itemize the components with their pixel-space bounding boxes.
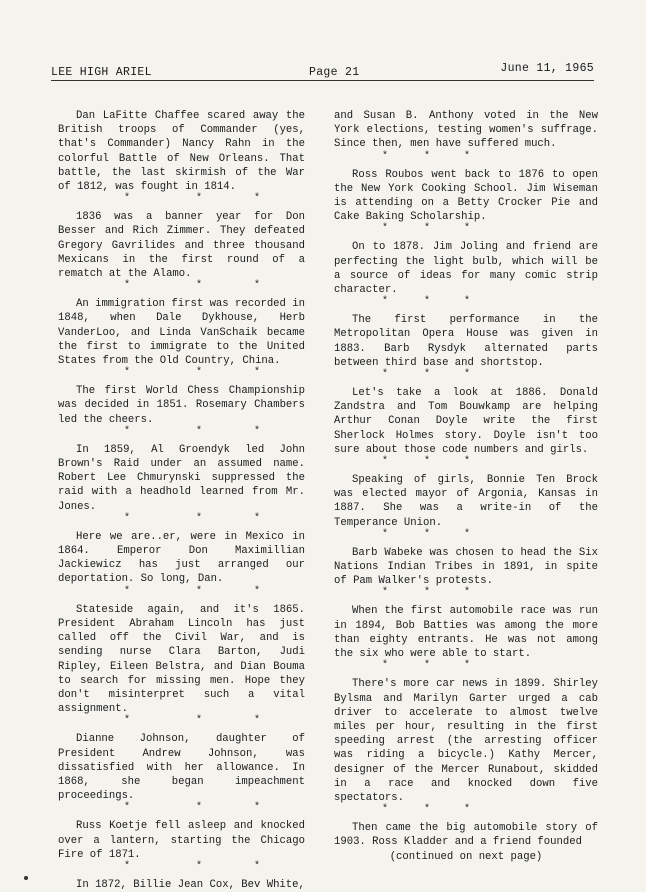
- article-paragraph: In 1859, Al Groendyk led John Brown's Raid under an assumed name. Robert Lee Chmurynski suppressed the raid with a headhold learned from Mr. Jones.: [58, 443, 305, 513]
- article-paragraph: and Susan B. Anthony voted in the New York elections, testing women's suffrage. Since then, men have suffered much.: [334, 110, 598, 151]
- separator-stars: * * *: [382, 660, 471, 672]
- article-paragraph: On to 1878. Jim Joling and friend are perfecting the light bulb, which will be a source of ideas for many comic strip character.: [334, 241, 598, 297]
- article-paragraph: Here we are..er, were in Mexico in 1864. Emperor Don Maximillian Jackiewicz has just arranged our deportation. So long, Dan.: [58, 530, 305, 586]
- separator-stars: * * *: [124, 280, 261, 292]
- separator-stars: * * *: [124, 425, 261, 437]
- article-paragraph: Then came the big automobile story of 1903. Ross Kladder and a friend founded: [334, 822, 598, 849]
- right-column: [334, 109, 598, 864]
- article-paragraph: Stateside again, and it's 1865. President Abraham Lincoln has just called off the Civil War, and is sending nurse Clara Barton, Judi Ripley, Eileen Belstra, and Dian Bouma to search for missing men. Hope they don't misinterpret such a vital assignment.: [58, 603, 305, 716]
- page-number: Page 21: [309, 66, 360, 79]
- article-paragraph: When the first automobile race was run in 1894, Bob Batties was among the more than eighty entrants. He was not among the six who were able to start.: [334, 605, 598, 661]
- separator-stars: * * *: [124, 193, 261, 205]
- separator-stars: * * *: [124, 367, 261, 379]
- scan-speck: [24, 876, 28, 880]
- article-paragraph: Let's take a look at 1886. Donald Zandstra and Tom Bouwkamp are helping Arthur Conan Doyle write the first Sherlock Holmes story. Doyle isn't too sure about those code numbers and girls.: [334, 387, 598, 456]
- publication-name: LEE HIGH ARIEL: [51, 66, 152, 79]
- page-header: [51, 62, 594, 80]
- article-paragraph: The first performance in the Metropolitan Opera House was given in 1883. Barb Rysdyk alternated parts between third base and shortstop.: [334, 314, 598, 369]
- separator-stars: * * *: [382, 528, 471, 540]
- separator-stars: * * *: [124, 802, 261, 814]
- separator-stars: * * *: [382, 150, 471, 162]
- article-paragraph: In 1872, Billie Jean Cox, Bev White,: [76, 878, 305, 891]
- continued-note: (continued on next page): [389, 850, 543, 863]
- left-column: [58, 109, 305, 892]
- article-paragraph: Russ Koetje fell asleep and knocked over a lantern, starting the Chicago Fire of 1871.: [58, 820, 305, 861]
- article-paragraph: Speaking of girls, Bonnie Ten Brock was elected mayor of Argonia, Kansas in 1887. She was a write-in of the Temperance Union.: [334, 474, 598, 529]
- separator-stars: * * *: [124, 512, 261, 524]
- separator-stars: * * *: [382, 296, 471, 308]
- separator-stars: * * *: [124, 585, 261, 597]
- separator-stars: * * *: [382, 587, 471, 599]
- article-paragraph: Barb Wabeke was chosen to head the Six Nations Indian Tribes in 1891, in spite of Pam Walker's protests.: [334, 546, 598, 588]
- separator-stars: * * *: [382, 369, 471, 381]
- separator-stars: * * *: [382, 804, 471, 816]
- separator-stars: * * *: [124, 715, 261, 727]
- article-paragraph: The first World Chess Championship was decided in 1851. Rosemary Chambers led the cheers.: [58, 385, 305, 426]
- article-paragraph: There's more car news in 1899. Shirley Bylsma and Marilyn Garter urged a cab driver to accelerate to almost twelve miles per hour, resulting in the first speeding arrest (the arresting officer was riding a bicycle.) Kathy Mercer, designer of the Mercer Runabout, skidded in a race and knocked down five spectators.: [334, 678, 598, 804]
- article-paragraph: Dan LaFitte Chaffee scared away the British troops of Commander (yes, that's Commander) Nancy Rahn in the colorful Battle of New Orleans. That battle, the last skirmish of the War of 1812, was fought in 1814.: [58, 110, 305, 194]
- article-paragraph: Dianne Johnson, daughter of President Andrew Johnson, was dissatisfied with her allowance. In 1868, she began impeachment proceedings.: [58, 733, 305, 803]
- separator-stars: * * *: [382, 456, 471, 468]
- issue-date: June 11, 1965: [500, 62, 594, 75]
- article-paragraph: An immigration first was recorded in 1848, when Dale Dykhouse, Herb VanderLoo, and Linda VanSchaik became the first to immigrate to the United States from the Old Country, China.: [58, 298, 305, 368]
- article-paragraph: Ross Roubos went back to 1876 to open the New York Cooking School. Jim Wiseman is attending on a Betty Crocker Pie and Cake Baking Scholarship.: [334, 168, 598, 224]
- separator-stars: * * *: [382, 223, 471, 235]
- separator-stars: * * *: [124, 860, 261, 872]
- article-paragraph: 1836 was a banner year for Don Besser and Rich Zimmer. They defeated Gregory Gavrilides and three thousand Mexicans in the first round of a rematch at the Alamo.: [58, 211, 305, 281]
- header-rule: [51, 80, 594, 81]
